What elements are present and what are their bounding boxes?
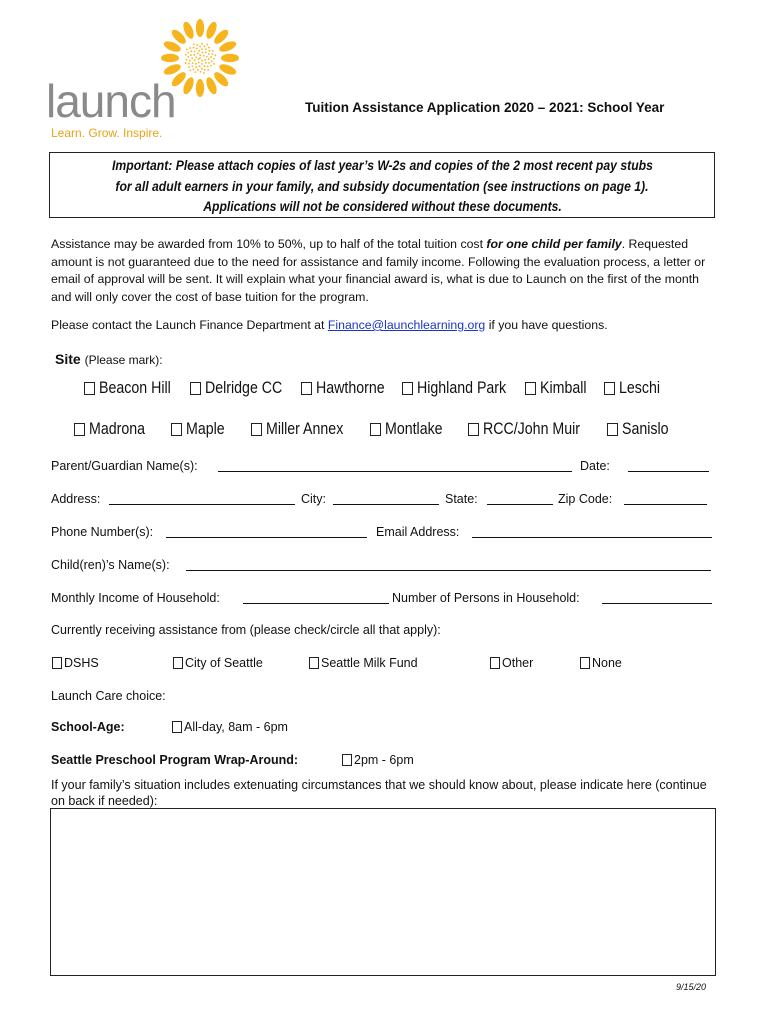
sunflower-seed xyxy=(196,44,198,46)
sunflower-seed xyxy=(199,54,201,56)
school-age-option[interactable]: All-day, 8am - 6pm xyxy=(172,720,288,734)
sunflower-seed xyxy=(208,58,210,60)
checkbox[interactable] xyxy=(402,382,413,395)
sunflower-seed xyxy=(195,66,197,68)
intro-emphasis: for one child per family xyxy=(486,237,622,251)
spp-option[interactable]: 2pm - 6pm xyxy=(342,753,414,767)
sunflower-seed xyxy=(201,48,203,50)
sunflower-seed xyxy=(193,43,195,45)
sunflower-seed xyxy=(204,59,206,61)
income-field[interactable] xyxy=(243,603,389,604)
sunflower-seed xyxy=(195,63,197,65)
state-field[interactable] xyxy=(487,504,553,505)
site-option-beacon-hill[interactable]: Beacon Hill xyxy=(84,379,182,398)
contact-before: Please contact the Launch Finance Department at xyxy=(51,318,328,332)
sunflower-seed xyxy=(188,66,190,68)
sunflower-seed xyxy=(187,52,189,54)
sunflower-petal xyxy=(196,79,204,97)
notice-line-2: for all adult earners in your family, and subsidy documentation (see instructions on page 1). xyxy=(115,178,649,195)
contact-after: if you have questions. xyxy=(485,318,608,332)
sunflower-seed xyxy=(192,62,194,64)
children-label: Child(ren)’s Name(s): xyxy=(51,558,170,572)
sunflower-seed xyxy=(186,59,188,61)
sunflower-seed xyxy=(194,59,196,61)
checkbox[interactable] xyxy=(190,382,201,395)
email-field[interactable] xyxy=(472,537,712,538)
sunflower-seed xyxy=(186,49,188,51)
sunflower-seed xyxy=(190,54,192,56)
persons-label: Number of Persons in Household: xyxy=(392,591,580,605)
sunflower-seed xyxy=(208,53,210,55)
sunflower-seed xyxy=(204,65,206,67)
notice-line-1: Important: Please attach copies of last year’s W-2s and copies of the 2 most recent pay stubs xyxy=(111,158,653,174)
sunflower-seed xyxy=(193,47,195,49)
sunflower-seed xyxy=(201,68,203,70)
sunflower-seed xyxy=(198,58,200,60)
checkbox[interactable] xyxy=(468,423,479,436)
assistance-option-seattle-milk-fund[interactable]: Seattle Milk Fund xyxy=(309,656,418,670)
sunflower-seed xyxy=(199,46,201,48)
checkbox[interactable] xyxy=(604,382,615,395)
checkbox[interactable] xyxy=(580,657,590,669)
zip-field[interactable] xyxy=(624,504,707,505)
checkbox[interactable] xyxy=(370,423,381,436)
phone-label: Phone Number(s): xyxy=(51,525,154,539)
assistance-label: Currently receiving assistance from (please check/circle all that apply): xyxy=(51,623,441,637)
revision-date: 9/15/20 xyxy=(676,982,707,992)
sunflower-seed xyxy=(194,51,196,53)
checkbox[interactable] xyxy=(525,382,536,395)
date-label: Date: xyxy=(580,459,610,473)
site-option-madrona[interactable]: Madrona xyxy=(74,420,154,439)
sunflower-seed xyxy=(195,71,197,73)
sunflower-seed xyxy=(206,56,208,58)
sunflower-seed xyxy=(198,62,200,64)
sunflower-seed xyxy=(197,69,199,71)
sunflower-seed xyxy=(201,63,203,65)
sunflower-seed xyxy=(205,48,207,50)
site-title: Site xyxy=(55,351,81,367)
sunflower-seed xyxy=(187,56,189,58)
sunflower-seed xyxy=(189,70,191,72)
sunflower-seed xyxy=(196,48,198,50)
site-hint: (Please mark): xyxy=(84,353,163,367)
notice-line-3: Applications will not be considered without these documents. xyxy=(202,199,562,215)
sunflower-seed xyxy=(209,50,211,52)
sunflower-seed xyxy=(199,65,201,67)
sunflower-seed xyxy=(203,72,205,74)
checkbox[interactable] xyxy=(301,382,312,395)
sunflower-seed xyxy=(193,54,195,56)
spp-label: Seattle Preschool Program Wrap-Around: xyxy=(51,753,299,767)
sunflower-seed xyxy=(201,43,203,45)
address-field[interactable] xyxy=(109,504,295,505)
sunflower-seed xyxy=(203,45,205,47)
checkbox[interactable] xyxy=(74,423,85,436)
important-notice xyxy=(49,152,715,218)
sunflower-seed xyxy=(188,63,190,65)
sunflower-seed xyxy=(205,62,207,64)
site-option-highland-park[interactable]: Highland Park xyxy=(402,379,521,398)
sunflower-seed xyxy=(215,55,217,57)
sunflower-seed xyxy=(191,57,193,59)
site-option-miller-annex[interactable]: Miller Annex xyxy=(251,420,356,439)
email-label: Email Address: xyxy=(376,525,460,539)
sunflower-seed xyxy=(212,53,214,55)
guardian-label: Parent/Guardian Name(s): xyxy=(51,459,198,473)
children-field[interactable] xyxy=(186,570,711,571)
form-title: Tuition Assistance Application 2020 – 2021: School Year xyxy=(305,100,665,115)
sunflower-seed xyxy=(208,62,210,64)
sunflower-seed xyxy=(203,55,205,57)
sunflower-seed xyxy=(201,60,203,62)
guardian-name-field[interactable] xyxy=(218,471,572,472)
sunflower-seed xyxy=(206,44,208,46)
sunflower-seed xyxy=(185,54,187,56)
sunflower-seed xyxy=(207,66,209,68)
phone-field[interactable] xyxy=(166,537,367,538)
intro-lead: Assistance may be awarded from 10% to 50%, up to half of the total tuition cost xyxy=(51,237,487,251)
sunflower-seed xyxy=(189,60,191,62)
sunflower-seed xyxy=(191,65,193,67)
checkbox[interactable] xyxy=(251,423,262,436)
site-option-leschi[interactable]: Leschi xyxy=(604,379,667,398)
checkbox[interactable] xyxy=(607,423,618,436)
persons-field[interactable] xyxy=(602,603,712,604)
assistance-option-none[interactable]: None xyxy=(580,656,622,670)
sunflower-seed xyxy=(210,56,212,58)
school-age-label: School-Age: xyxy=(51,720,125,734)
sunflower-seed xyxy=(199,57,201,59)
site-option-delridge-cc[interactable]: Delridge CC xyxy=(190,379,295,398)
intro-rest: . Requested amount is not guaranteed due to the need for assistance and family income. Following the evaluation process, a letter or email of approval will be sent. It will explain what your financial award is, what is due to Launch on the first of the month and will only cover the cost of base tuition for the program. xyxy=(51,237,706,304)
assistance-option-city-of-seattle[interactable]: City of Seattle xyxy=(173,656,263,670)
checkbox[interactable] xyxy=(52,657,62,669)
checkbox[interactable] xyxy=(490,657,500,669)
sunflower-petal xyxy=(161,54,179,62)
income-label: Monthly Income of Household: xyxy=(51,591,220,605)
sunflower-seed xyxy=(185,62,187,64)
sunflower-petal xyxy=(221,54,239,62)
checkbox[interactable] xyxy=(309,657,319,669)
sunflower-seed xyxy=(208,47,210,49)
logo-tagline: Learn. Grow. Inspire. xyxy=(51,126,163,140)
state-label: State: xyxy=(445,492,478,506)
sunflower-seed xyxy=(190,50,192,52)
assistance-option-dshs[interactable]: DSHS xyxy=(52,656,99,670)
site-option-hawthorne[interactable]: Hawthorne xyxy=(301,379,396,398)
sunflower-seed xyxy=(213,63,215,65)
assistance-option-other[interactable]: Other xyxy=(490,656,533,670)
circumstances-textarea[interactable] xyxy=(50,808,716,976)
sunflower-seed xyxy=(207,69,209,71)
contact-paragraph xyxy=(51,317,717,335)
sunflower-seed xyxy=(202,52,204,54)
sunflower-seed xyxy=(198,50,200,52)
site-option-montlake[interactable]: Montlake xyxy=(370,420,452,439)
city-label: City: xyxy=(301,492,326,506)
checkbox[interactable] xyxy=(171,423,182,436)
site-option-kimball[interactable]: Kimball xyxy=(525,379,594,398)
date-field[interactable] xyxy=(628,471,709,472)
sunflower-seed xyxy=(195,56,197,58)
site-option-rcc-john-muir[interactable]: RCC/John Muir xyxy=(468,420,596,439)
sunflower-petal xyxy=(196,19,204,37)
sunflower-seed xyxy=(189,47,191,49)
circumstances-prompt: If your family’s situation includes extenuating circumstances that we should know about, please indicate here (continue on back if needed): xyxy=(51,778,707,808)
intro-paragraph xyxy=(51,236,717,306)
sunflower-seed xyxy=(210,65,212,67)
checkbox[interactable] xyxy=(84,382,95,395)
sunflower-seed xyxy=(212,50,214,52)
sunflower-seed xyxy=(213,58,215,60)
sunflower-seed xyxy=(204,69,206,71)
finance-email-link[interactable]: Finance@launchlearning.org xyxy=(327,318,486,332)
sunflower-seed xyxy=(197,53,199,55)
site-option-maple[interactable]: Maple xyxy=(171,420,231,439)
checkbox[interactable] xyxy=(173,657,183,669)
sunflower-seed xyxy=(211,60,213,62)
address-label: Address: xyxy=(51,492,101,506)
sunflower-seed xyxy=(200,71,202,73)
city-field[interactable] xyxy=(333,504,439,505)
checkbox[interactable] xyxy=(172,721,182,733)
care-choice-label: Launch Care choice: xyxy=(51,689,166,703)
site-option-sanislo[interactable]: Sanislo xyxy=(607,420,676,439)
zip-label: Zip Code: xyxy=(558,492,613,506)
sunflower-seed xyxy=(205,51,207,53)
sunflower-seed xyxy=(192,68,194,70)
checkbox[interactable] xyxy=(342,754,352,766)
logo-wordmark: launch xyxy=(46,75,176,127)
site-label xyxy=(55,351,163,367)
